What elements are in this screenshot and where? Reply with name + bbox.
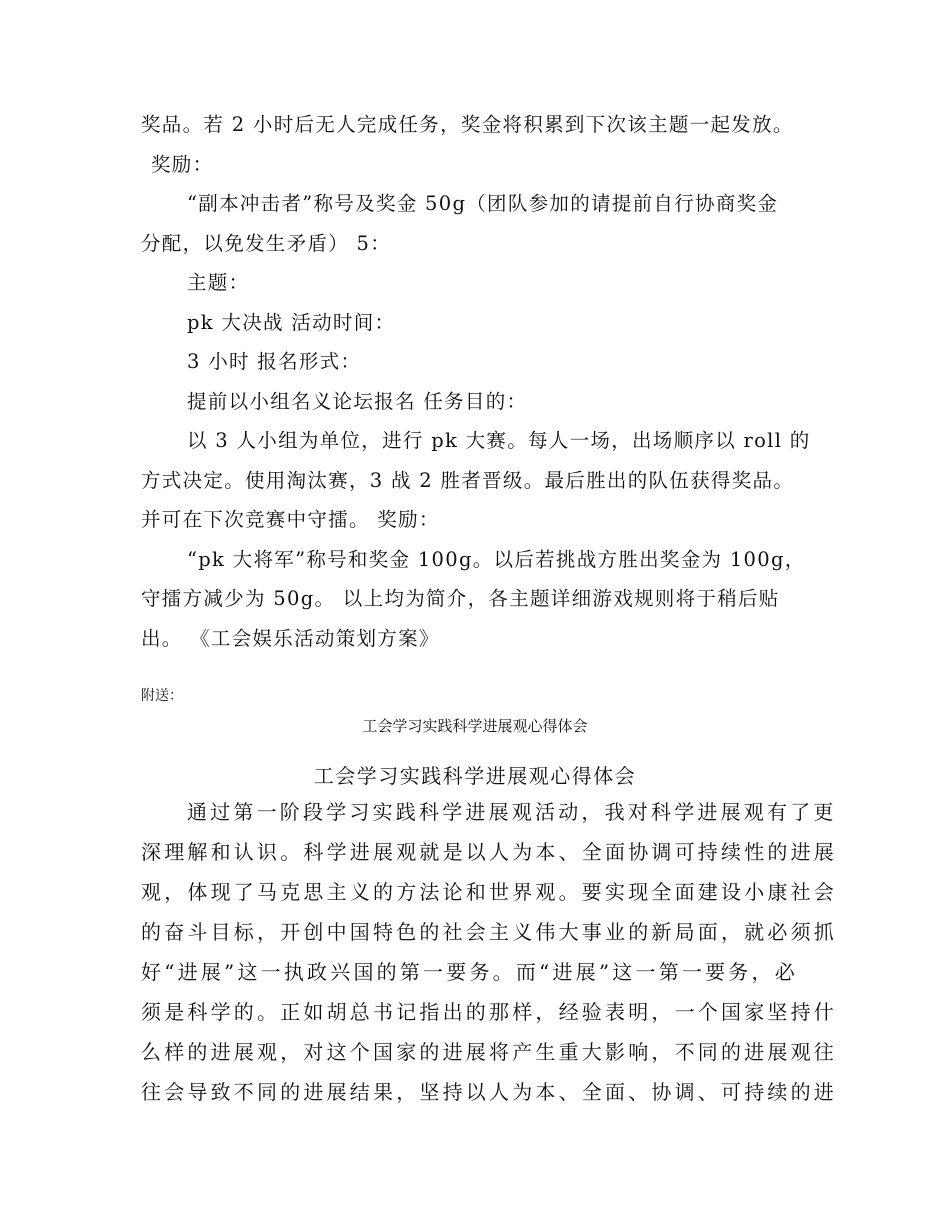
article-body	[141, 792, 837, 1112]
paragraph-line: “pk 大将军”称号和奖金 100g。以后若挑战方胜出奖金为 100g，	[187, 547, 806, 571]
paragraph-line: 方式决定。使用淘汰赛，3 战 2 胜者晋级。最后胜出的队伍获得奖品。	[141, 468, 795, 492]
appendix-small-title: 工会学习实践科学进展观心得体会	[362, 717, 588, 735]
paragraph-line: 并可在下次竞赛中守擂。 奖励：	[141, 508, 440, 531]
paragraph-line: 守擂方减少为 50g。 以上均为简介，各主题详细游戏规则将于稍后贴	[141, 587, 780, 610]
paragraph-line: 奖品。若 2 小时后无人完成任务，奖金将积累到下次该主题一起发放。	[141, 113, 794, 136]
paragraph-line: 通过第一阶段学习实践科学进展观活动，我对科学进展观有了更	[187, 800, 837, 824]
paragraph-line: 以 3 人小组为单位，进行 pk 大赛。每人一场，出场顺序以 roll 的	[187, 429, 811, 452]
paragraph-line: 出。 《工会娱乐活动策划方案》	[141, 626, 440, 650]
article-title: 工会学习实践科学进展观心得体会	[313, 764, 637, 788]
paragraph-line: 3 小时 报名形式：	[187, 350, 362, 373]
paragraph-line: 须是科学的。正如胡总书记指出的那样，经验表明，一个国家坚持什	[141, 1000, 837, 1024]
paragraph-line: 观，体现了马克思主义的方法论和世界观。要实现全面建设小康社会	[141, 880, 837, 904]
appendix-label: 附送：	[141, 688, 183, 704]
paragraph-line: 么样的进展观，对这个国家的进展将产生重大影响，不同的进展观往	[141, 1040, 837, 1064]
paragraph-line: pk 大决战 活动时间：	[187, 310, 396, 334]
paragraph-line: 奖励：	[151, 152, 214, 176]
paragraph-line: 提前以小组名义论坛报名 任务目的：	[187, 389, 528, 413]
paragraph-line: 的奋斗目标，开创中国特色的社会主义伟大事业的新局面，就必须抓	[141, 920, 837, 944]
paragraph-line: 深理解和认识。科学进展观就是以人为本、全面协调可持续性的进展	[141, 840, 837, 864]
paragraph-line: “副本冲击者”称号及奖金 50g（团队参加的请提前自行协商奖金	[187, 192, 779, 215]
paragraph-line: 主题：	[187, 271, 250, 294]
paragraph-line: 好“进展”这一执政兴国的第一要务。而“进展”这一第一要务，必	[141, 960, 798, 984]
activity-plan-section	[141, 105, 821, 658]
paragraph-line: 往会导致不同的进展结果，坚持以人为本、全面、协调、可持续的进	[141, 1080, 837, 1104]
paragraph-line: 分配，以免发生矛盾） 5：	[141, 231, 392, 255]
